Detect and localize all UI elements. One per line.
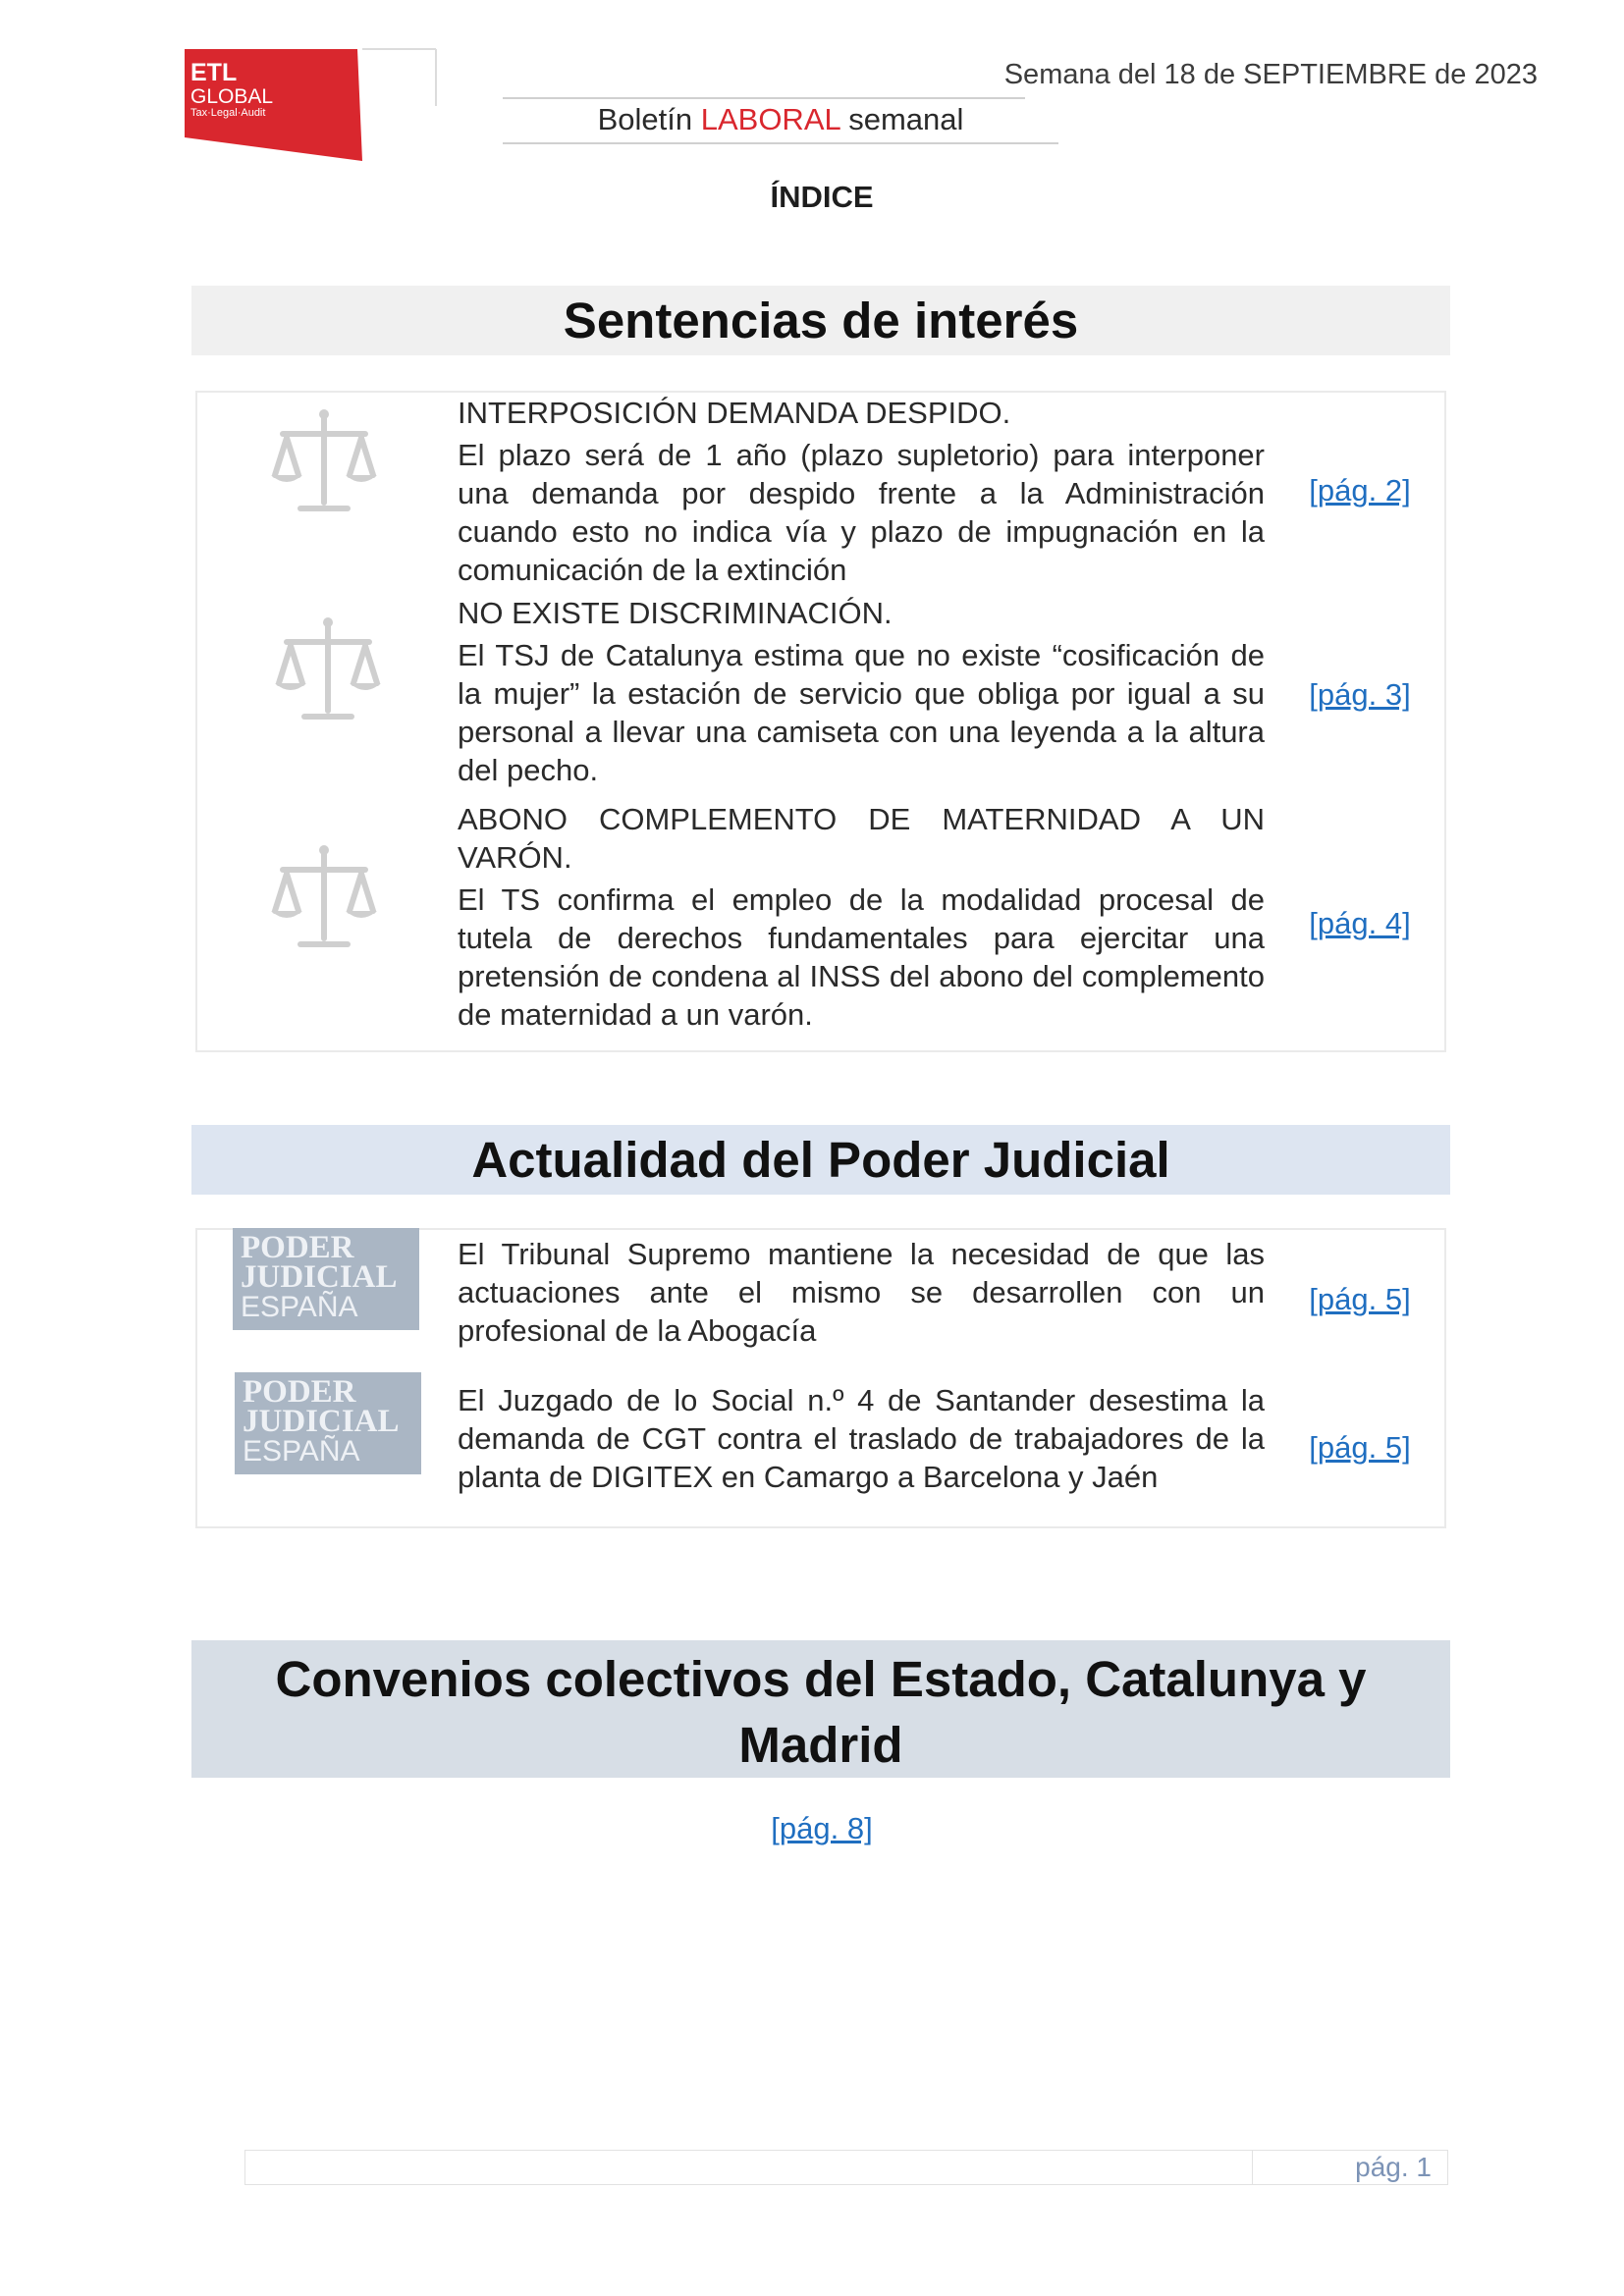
pj-body-2: El Juzgado de lo Social n.º 4 de Santander desestima la demanda de CGT contra el traslado de trabajadores de la planta de DIGITEX en Camargo a Barcelona y Jaén <box>458 1383 1265 1494</box>
sentencia-entry-3 <box>458 800 1265 1034</box>
poder-judicial-logo <box>235 1372 421 1474</box>
footer-divider <box>1252 2150 1253 2185</box>
pj-logo-line-2: JUDICIAL <box>241 1259 398 1295</box>
sentencia-body-1: El plazo será de 1 año (plazo supletorio) para interponer una demanda por despido frente a la Administración cuando esto no indica vía y plazo de impugnación en la comunicación de la extinción <box>458 438 1265 587</box>
page-link-convenios[interactable]: [pág. 8] <box>771 1811 873 1845</box>
sentencia-heading-3: ABONO COMPLEMENTO DE MATERNIDAD A UN VARÓN. <box>458 802 1265 875</box>
bulletin-title-suffix: semanal <box>839 102 964 136</box>
scale-icon <box>265 404 383 522</box>
scale-icon <box>269 613 387 730</box>
section-title-sentencias: Sentencias de interés <box>191 286 1450 355</box>
pj-body-1: El Tribunal Supremo mantiene la necesidad de que las actuaciones ante el mismo se desarrollen con un profesional de la Abogacía <box>458 1237 1265 1348</box>
header-rule-top <box>503 97 1025 99</box>
footer-page-number: pág. 1 <box>1355 2152 1432 2182</box>
sentencia-entry-2 <box>458 594 1265 789</box>
logo-text-tagline: Tax·Legal·Audit <box>190 107 266 119</box>
convenios-title-line-2: Madrid <box>738 1717 903 1773</box>
page-link-sentencia-2[interactable]: [pág. 3] <box>1309 677 1411 712</box>
bulletin-title-prefix: Boletín <box>597 102 701 136</box>
pj-logo-line-2: JUDICIAL <box>243 1404 400 1439</box>
pj-logo-line-3: ESPAÑA <box>243 1435 360 1468</box>
sentencia-body-2: El TSJ de Catalunya estima que no existe “cosificación de la mujer” la estación de servicio que obliga por igual a su personal a llevar una camiseta con una leyenda a la altura del pecho. <box>458 638 1265 787</box>
logo-text-etl: ETL <box>190 59 238 86</box>
pj-logo-line-1: PODER <box>241 1230 354 1265</box>
page-link-sentencia-3[interactable]: [pág. 4] <box>1309 906 1411 940</box>
week-date: Semana del 18 de SEPTIEMBRE de 2023 <box>1003 59 1538 90</box>
page-link-sentencia-1[interactable]: [pág. 2] <box>1309 473 1411 507</box>
bulletin-title <box>503 102 1058 137</box>
pj-logo-line-3: ESPAÑA <box>241 1291 358 1323</box>
header-rule-bottom <box>503 142 1058 144</box>
pj-logo-line-1: PODER <box>243 1374 356 1410</box>
pj-entry-1 <box>458 1235 1265 1350</box>
page-link-pj-2[interactable]: [pág. 5] <box>1309 1430 1411 1465</box>
pj-entry-2 <box>458 1381 1265 1496</box>
logo-text-global: GLOBAL <box>190 85 274 108</box>
sentencia-entry-1 <box>458 394 1265 589</box>
sentencia-heading-2: NO EXISTE DISCRIMINACIÓN. <box>458 596 893 630</box>
bulletin-title-accent: LABORAL <box>700 102 840 136</box>
section-title-convenios <box>191 1640 1450 1778</box>
page-link-pj-1[interactable]: [pág. 5] <box>1309 1282 1411 1316</box>
scale-icon <box>265 840 383 958</box>
etl-global-logo <box>183 47 440 163</box>
index-title: ÍNDICE <box>770 180 874 214</box>
convenios-title-line-1: Convenios colectivos del Estado, Catalunya y <box>275 1651 1367 1707</box>
section-title-poder-judicial: Actualidad del Poder Judicial <box>191 1125 1450 1195</box>
poder-judicial-logo <box>233 1228 419 1330</box>
sentencia-heading-1: INTERPOSICIÓN DEMANDA DESPIDO. <box>458 396 1011 430</box>
sentencia-body-3: El TS confirma el empleo de la modalidad procesal de tutela de derechos fundamentales para ejercitar una pretensión de condena al INSS del abono del complemento de maternidad a un varón. <box>458 882 1265 1032</box>
